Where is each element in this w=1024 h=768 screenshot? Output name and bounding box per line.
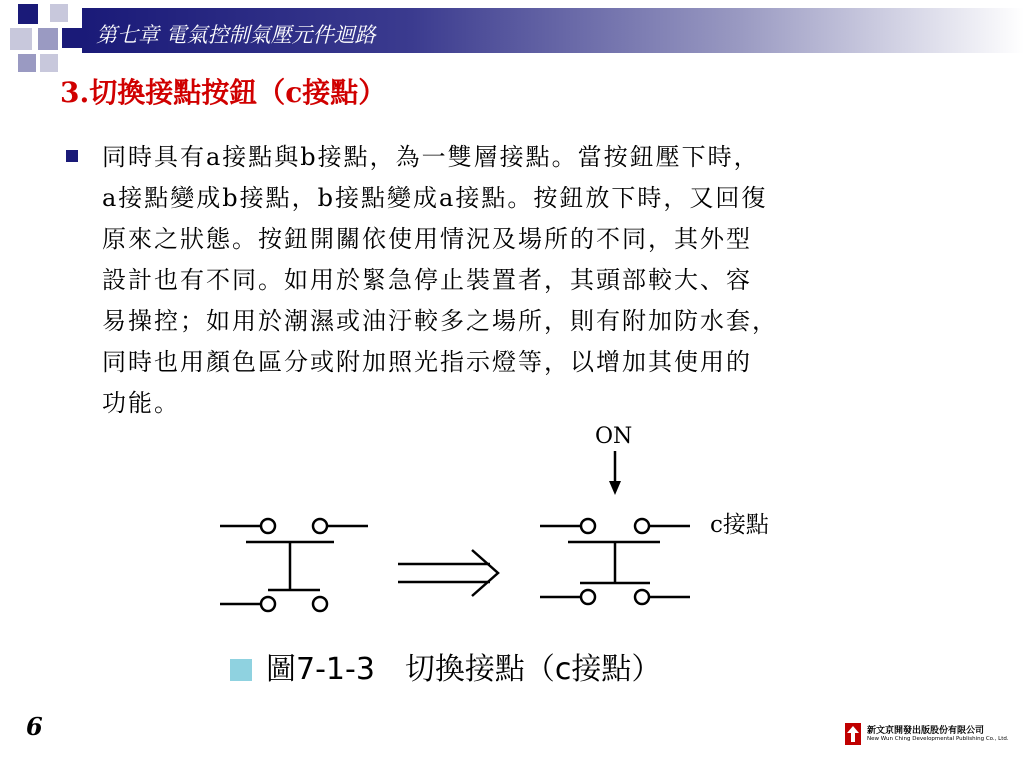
deco-square: [38, 28, 58, 50]
deco-square: [18, 54, 36, 72]
chapter-title: 第七章 電氣控制氣壓元件迴路: [96, 23, 376, 47]
on-label: ON: [595, 424, 633, 449]
body-text: [102, 137, 1002, 424]
deco-square: [62, 28, 82, 48]
caption-text: 圖7-1-3 切換接點（c接點）: [266, 652, 662, 687]
body-line: 原來之狀態。按鈕開關依使用情況及場所的不同，其外型: [102, 225, 752, 253]
deco-square: [18, 4, 38, 24]
slide-title: 3.切換接點按鈕（c接點）: [60, 76, 387, 109]
deco-square: [40, 54, 58, 72]
body-line: 同時具有a接點與b接點，為一雙層接點。當按鈕壓下時，: [102, 143, 760, 171]
caption-square: [230, 659, 252, 681]
c-contact-diagram: [210, 415, 810, 625]
contact-released: [220, 519, 368, 611]
publisher-english-name: New Wun Ching Developmental Publishing Co., Ltd.: [867, 736, 1009, 742]
body-line: a接點變成b接點，b接點變成a接點。按鈕放下時，又回復: [102, 184, 768, 212]
deco-square: [50, 4, 68, 22]
contact-pressed: [540, 451, 690, 604]
deco-square: [10, 28, 32, 50]
publisher-name: 新文京開發出版股份有限公司: [867, 726, 985, 736]
bullet-square: [66, 150, 78, 162]
body-line: 設計也有不同。如用於緊急停止裝置者，其頭部較大、容: [102, 266, 752, 294]
body-line: 易操控；如用於潮濕或油汙較多之場所，則有附加防水套，: [102, 307, 778, 335]
publisher-logo-icon: [845, 723, 861, 745]
c-contact-label: c接點: [710, 512, 769, 538]
body-line: 同時也用顏色區分或附加照光指示燈等，以增加其使用的: [102, 348, 752, 376]
page-number: 6: [26, 712, 43, 741]
figure-caption: [230, 644, 661, 688]
body-line: 功能。: [102, 389, 180, 417]
transition-arrow: [398, 550, 498, 596]
down-arrow-head: [609, 481, 621, 495]
publisher-mark: [845, 723, 1009, 747]
